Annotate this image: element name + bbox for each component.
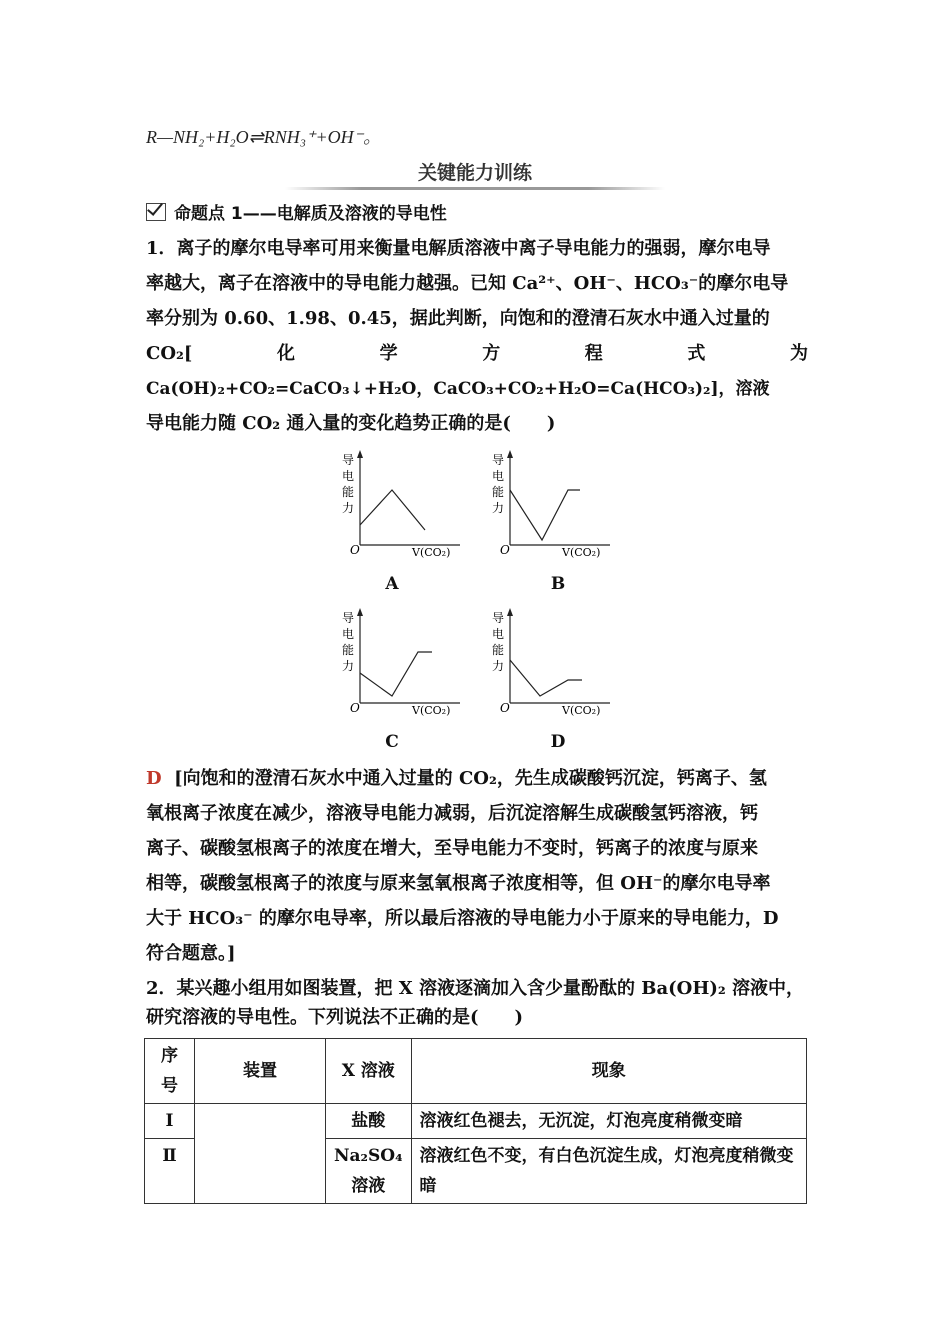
graph-c-svg: [340, 608, 470, 723]
q1-line-4-part: CO₂[: [146, 343, 193, 364]
y-label-char: 力: [342, 659, 355, 673]
header-x-solution: X 溶液: [326, 1039, 412, 1104]
y-label-char: 能: [492, 485, 505, 499]
x-axis-label: V(CO₂): [412, 546, 451, 559]
answer1-line-4: 相等，碳酸氢根离子的浓度与原来氢氧根离子浓度相等，但 OH⁻的摩尔电导率: [146, 873, 771, 894]
q1-line-4-part: 化: [277, 343, 295, 364]
header-phenomenon: 现象: [411, 1039, 806, 1104]
q1-line-2: 率越大，离子在溶液中的导电能力越强。已知 Ca²⁺、OH⁻、HCO₃⁻的摩尔电导: [146, 273, 789, 294]
origin-label: O: [350, 701, 360, 715]
y-axis-arrow: [507, 608, 513, 616]
table-header-row: [145, 1039, 807, 1104]
origin-label: O: [350, 543, 360, 557]
y-label-char: 电: [492, 469, 505, 483]
q1-line-4-part: 式: [687, 343, 706, 364]
graph-d: [490, 608, 620, 727]
x-axis-label: V(CO₂): [562, 704, 601, 717]
top-equation: R—NH₂+H₂O⇌RNH₃⁺+OH⁻。: [146, 127, 382, 147]
section-underline: [285, 187, 665, 190]
row-phenomenon: 溶液红色不变，有白色沉淀生成，灯泡亮度稍微变暗: [411, 1139, 806, 1204]
q1-line-4-part: 程: [584, 343, 603, 364]
y-label-char: 导: [492, 611, 505, 625]
y-axis-arrow: [357, 450, 363, 458]
q1-line-4-part: 学: [379, 343, 398, 364]
row-no: Ⅱ: [145, 1139, 195, 1204]
answer1-line-1: [146, 762, 808, 796]
y-label-char: 电: [342, 469, 355, 483]
q1-line-4: [146, 337, 808, 371]
y-label-char: 导: [342, 453, 355, 467]
header-no: 序号: [145, 1039, 195, 1104]
y-label-char: 能: [342, 485, 355, 499]
q1-line-4-part: 为: [789, 343, 808, 364]
q1-line-1: 1．离子的摩尔电导率可用来衡量电解质溶液中离子导电能力的强弱，摩尔电导: [146, 238, 771, 259]
origin-label: O: [500, 543, 510, 557]
y-label-char: 力: [492, 659, 505, 673]
option-label-c: C: [385, 732, 399, 752]
curve-d: [510, 660, 582, 696]
y-label-char: 能: [492, 643, 505, 657]
q2-line-2: 研究溶液的导电性。下列说法不正确的是( ): [146, 1007, 524, 1028]
section-title-text: 关键能力训练: [417, 162, 532, 184]
answer1-line-2: 氧根离子浓度在减少，溶液导电能力减弱，后沉淀溶解生成碳酸氢钙溶液，钙: [146, 803, 758, 824]
row-phenomenon: 溶液红色褪去，无沉淀，灯泡亮度稍微变暗: [411, 1104, 806, 1139]
q1-line-3: 率分别为 0.60、1.98、0.45，据此判断，向饱和的澄清石灰水中通入过量的: [146, 308, 770, 329]
graph-b-svg: [490, 450, 620, 565]
graph-a: [340, 450, 470, 569]
option-label-b: B: [550, 574, 566, 594]
table-row: [145, 1104, 807, 1139]
graph-d-svg: [490, 608, 620, 723]
section-title: [285, 158, 665, 190]
y-label-char: 能: [342, 643, 355, 657]
answer1-line-3: 离子、碳酸氢根离子的浓度在增大，至导电能力不变时，钙离子的浓度与原来: [146, 838, 758, 859]
graph-c: [340, 608, 470, 727]
y-label-char: 电: [492, 627, 505, 641]
row-no: Ⅰ: [145, 1104, 195, 1139]
y-label-char: 力: [492, 501, 505, 515]
y-axis-arrow: [507, 450, 513, 458]
answer1-line-6: 符合题意。]: [146, 943, 236, 964]
checkbox-icon: [146, 203, 166, 221]
row-x-solution: Na₂SO₄ 溶液: [326, 1139, 412, 1204]
y-label-char: 导: [342, 611, 355, 625]
q1-last-line: 导电能力随 CO₂ 通入量的变化趋势正确的是( ): [146, 413, 556, 434]
answer-letter: D: [146, 768, 162, 789]
y-label-char: 力: [342, 501, 355, 515]
answer1-text: [向饱和的澄清石灰水中通入过量的 CO₂，先生成碳酸钙沉淀，钙离子、氢: [174, 768, 767, 789]
origin-label: O: [500, 701, 510, 715]
answer1-line-5: 大于 HCO₃⁻ 的摩尔电导率，所以最后溶液的导电能力小于原来的导电能力，D: [146, 908, 779, 929]
topic-text: 命题点 1——电解质及溶液的导电性: [174, 204, 447, 224]
graph-b: [490, 450, 620, 569]
topic-heading: [146, 200, 447, 228]
curve-c: [360, 652, 432, 696]
curve-a: [360, 490, 425, 530]
x-axis-label: V(CO₂): [562, 546, 601, 559]
graph-a-svg: [340, 450, 470, 565]
row-x-solution: 盐酸: [326, 1104, 412, 1139]
x-axis-label: V(CO₂): [412, 704, 451, 717]
curve-b: [510, 490, 580, 540]
header-device: 装置: [195, 1039, 326, 1104]
y-label-char: 导: [492, 453, 505, 467]
q2-line-1: 2．某兴趣小组用如图装置，把 X 溶液逐滴加入含少量酚酞的 Ba(OH)₂ 溶液中，: [146, 978, 805, 999]
device-cell: [195, 1104, 326, 1204]
option-label-a: A: [385, 574, 399, 594]
q1-line-4-part: 方: [482, 343, 501, 364]
option-label-d: D: [550, 732, 566, 752]
y-axis-arrow: [357, 608, 363, 616]
q1-equation-line: Ca(OH)₂+CO₂=CaCO₃↓+H₂O，CaCO₃+CO₂+H₂O=Ca(HCO₃)₂]，溶液: [146, 379, 770, 399]
y-label-char: 电: [342, 627, 355, 641]
experiment-table: [144, 1038, 807, 1204]
